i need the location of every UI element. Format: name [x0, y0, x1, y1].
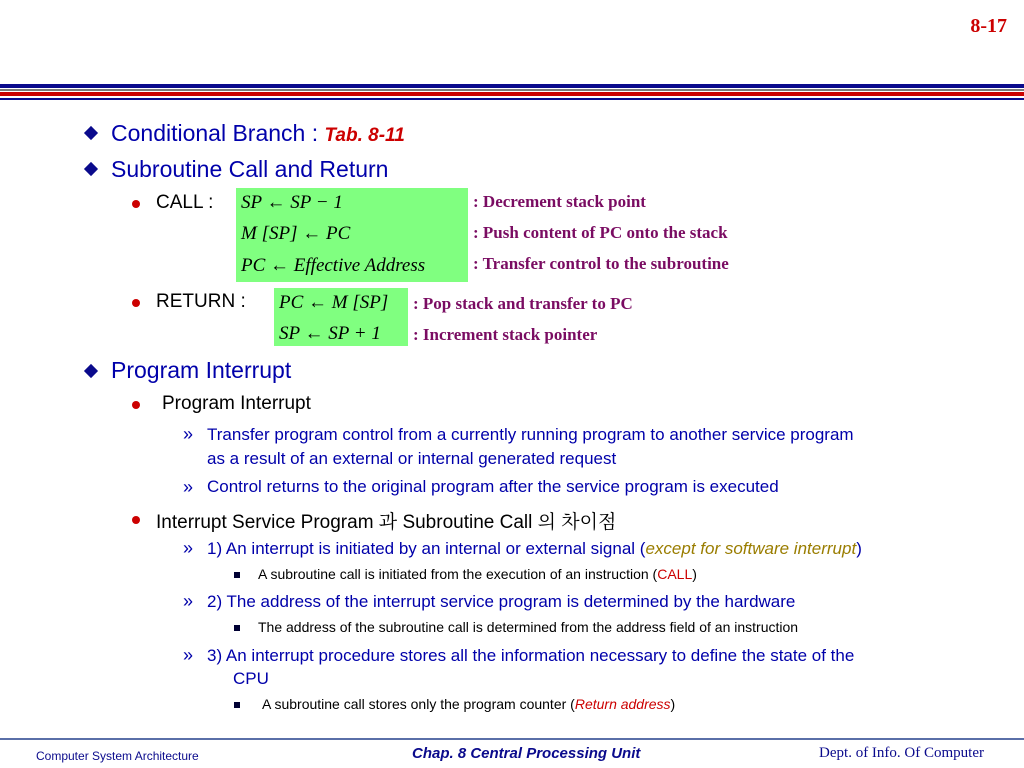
conditional-branch-heading — [111, 120, 405, 147]
call-comment-2: : Push content of PC onto the stack — [473, 223, 728, 242]
difference-item-1: 1) An interrupt is initiated by an internal or external signal (except for software interrupt) — [207, 539, 862, 558]
difference-item-3-cont: CPU — [233, 669, 269, 688]
difference-item-3: 3) An interrupt procedure stores all the information necessary to define the state of the — [207, 646, 855, 665]
square-bullet-icon — [234, 702, 240, 708]
square-bullet-icon — [234, 572, 240, 578]
diamond-bullet-icon — [84, 126, 98, 140]
return-equation-1: PC ← M [SP] — [279, 292, 389, 313]
return-label: RETURN : — [156, 291, 246, 312]
conditional-branch-title: Conditional Branch : — [111, 120, 319, 146]
footer-rule — [0, 738, 1024, 740]
program-interrupt-sublabel: Program Interrupt — [162, 393, 311, 414]
dot-bullet-icon — [132, 401, 140, 409]
call-equation-3: PC ← Effective Address — [241, 255, 426, 276]
interrupt-detail-1: Transfer program control from a currently running program to another service program as a result of an external or internal generated request — [207, 425, 854, 468]
raquo-bullet-icon: » — [183, 424, 194, 444]
header-rule-navy-thin — [0, 98, 1024, 100]
diamond-bullet-icon — [84, 364, 98, 378]
square-bullet-icon — [234, 625, 240, 631]
dot-bullet-icon — [132, 200, 140, 208]
call-comment-3: : Transfer control to the subroutine — [473, 254, 729, 273]
raquo-bullet-icon: » — [183, 538, 194, 558]
return-address-term: Return address — [574, 696, 671, 712]
call-equation-2: M [SP] ← PC — [241, 223, 351, 244]
return-comment-2: : Increment stack pointer — [413, 325, 598, 344]
header-rule-navy — [0, 84, 1024, 88]
dot-bullet-icon — [132, 299, 140, 307]
return-equation-2: SP ← SP + 1 — [279, 323, 381, 344]
footer-chapter-title: Chap. 8 Central Processing Unit — [412, 745, 641, 762]
footer-department: Dept. of Info. Of Computer — [819, 745, 984, 761]
dot-bullet-icon — [132, 516, 140, 524]
call-comment-1: : Decrement stack point — [473, 192, 646, 211]
diamond-bullet-icon — [84, 162, 98, 176]
difference-detail-3: A subroutine call stores only the program counter (Return address) — [262, 696, 676, 712]
raquo-bullet-icon: » — [183, 591, 194, 611]
call-keyword: CALL — [657, 566, 693, 582]
program-interrupt-heading: Program Interrupt — [111, 357, 292, 383]
table-reference: Tab. 8-11 — [324, 125, 405, 146]
difference-detail-2: The address of the subroutine call is determined from the address field of an instruction — [258, 619, 799, 635]
interrupt-detail-2: Control returns to the original program after the service program is executed — [207, 477, 779, 496]
return-comment-1: : Pop stack and transfer to PC — [413, 294, 633, 313]
header-rule-red — [0, 92, 1024, 96]
difference-detail-1: A subroutine call is initiated from the execution of an instruction (CALL) — [258, 566, 697, 582]
footer-course-title: Computer System Architecture — [36, 749, 199, 763]
call-equation-1: SP ← SP − 1 — [241, 192, 343, 213]
difference-item-2: 2) The address of the interrupt service program is determined by the hardware — [207, 592, 796, 611]
call-label: CALL : — [156, 192, 214, 213]
raquo-bullet-icon: » — [183, 477, 194, 497]
subroutine-heading: Subroutine Call and Return — [111, 156, 389, 182]
isr-vs-subroutine-label: Interrupt Service Program 과 Subroutine Call 의 차이점 — [156, 512, 617, 533]
header-rule-gray — [0, 89, 1024, 91]
page-number: 8-17 — [970, 15, 1007, 37]
software-interrupt-exception: except for software interrupt — [645, 539, 857, 558]
raquo-bullet-icon: » — [183, 645, 194, 665]
